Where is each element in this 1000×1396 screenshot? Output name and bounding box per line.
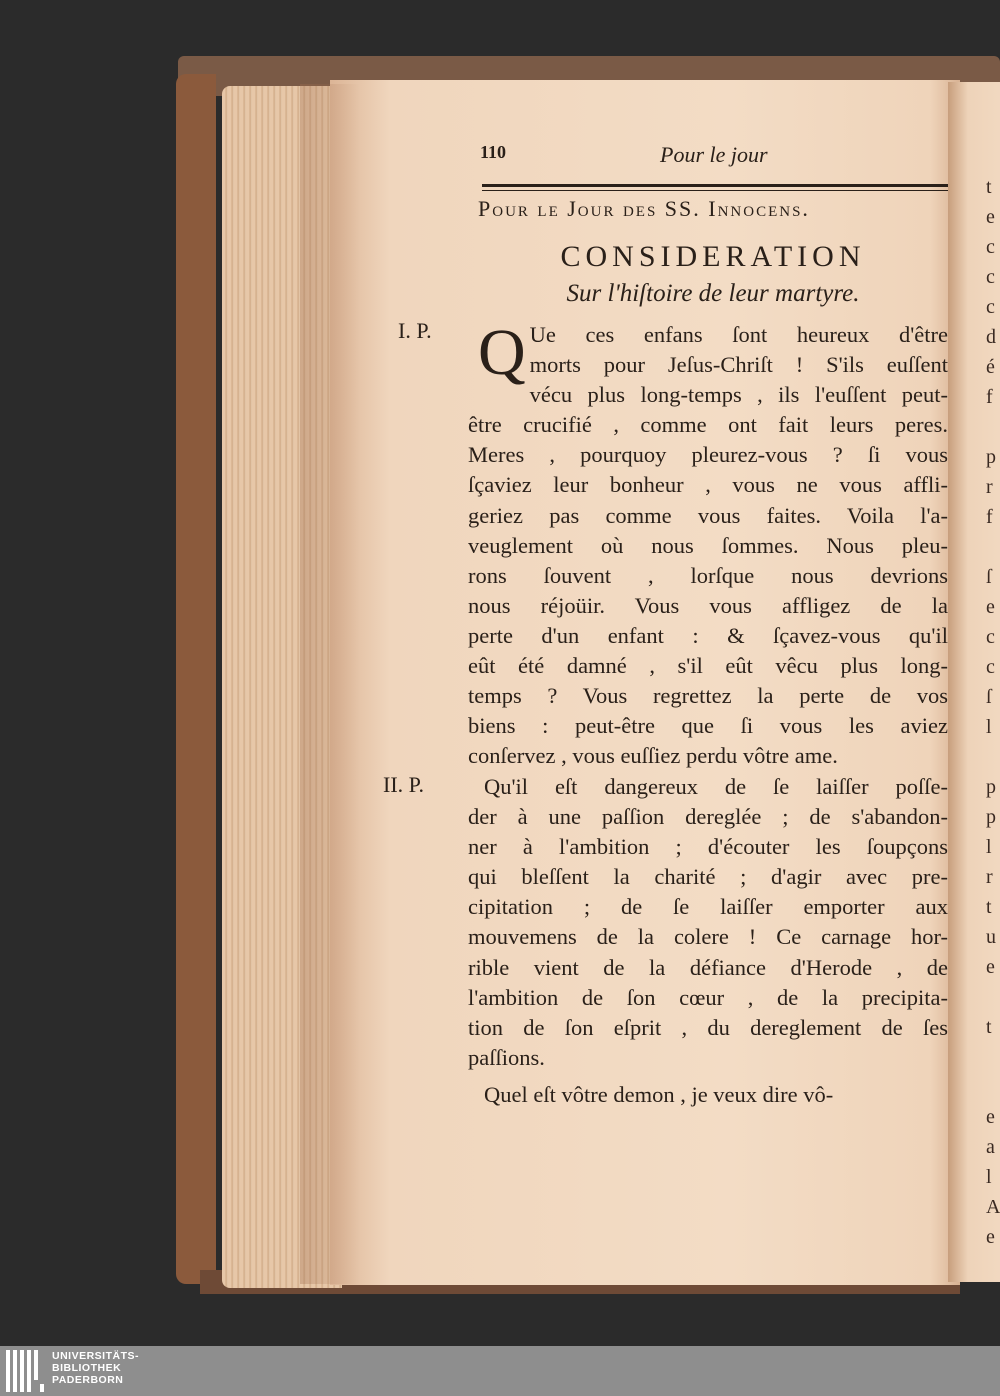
text-line: ner à l'ambition ; d'écouter les ſoupçons: [468, 834, 948, 860]
facing-page-letter: [986, 982, 1000, 1012]
closing-line: Quel eſt vôtre demon , je veux dire vô-: [484, 1082, 834, 1107]
text-line: conſervez , vous euſſiez perdu vôtre ame.: [468, 743, 838, 769]
library-name-line: UNIVERSITÄTS-: [52, 1350, 140, 1362]
facing-page-letters: [986, 172, 1000, 1252]
facing-page-letter: [986, 532, 1000, 562]
text-line: vécu plus long-temps , ils l'euſſent peut-: [529, 382, 948, 408]
facing-page-letter: [986, 412, 1000, 442]
facing-page-letter: e: [986, 1106, 995, 1128]
library-logo-icon: [6, 1350, 44, 1392]
text-line: biens : peut-être que ſi vous les aviez: [468, 713, 948, 739]
library-name-line: PADERBORN: [52, 1374, 124, 1386]
facing-page-letter: a: [986, 1136, 995, 1158]
text-line: mouvemens de la colere ! Ce carnage hor-: [468, 924, 948, 950]
book-cover-spine: [176, 74, 216, 1284]
text-line: rons ſouvent , lorſque nous devrions: [468, 562, 948, 588]
facing-page-letter: u: [986, 926, 996, 948]
text-line: veuglement où nous ſommes. Nous pleu-: [468, 532, 948, 558]
facing-page-letter: [986, 742, 1000, 772]
facing-page-letter: r: [986, 476, 993, 498]
point-2-text: [468, 772, 948, 1073]
text-line: eût été damné , s'il eût vêcu plus long-: [468, 653, 948, 679]
footer-bar: [0, 1346, 1000, 1396]
facing-page-letter: r: [986, 866, 993, 888]
running-title: Pour le jour: [660, 142, 768, 167]
text-line: nous réjoüir. Vous vous affligez de la: [468, 592, 948, 618]
facing-page-letter: t: [986, 896, 992, 918]
facing-page-letter: p: [986, 776, 996, 798]
facing-page-letter: p: [986, 806, 996, 828]
facing-page-letter: c: [986, 296, 995, 318]
section-title: Pour le Jour des SS. Innocens.: [478, 196, 810, 221]
facing-page-letter: ſ: [986, 686, 992, 708]
facing-page-letter: l: [986, 836, 992, 858]
facing-page-letter: t: [986, 176, 992, 198]
section-heading: CONSIDERATION: [560, 240, 866, 273]
text-line: rible vient de la défiance d'Herode , de: [468, 954, 948, 980]
facing-page-letter: [986, 1072, 1000, 1102]
facing-page-letter: c: [986, 266, 995, 288]
text-line: Meres , pourquoy pleurez-vous ? ſi vous: [468, 442, 948, 468]
point-marker-1: I. P.: [398, 318, 432, 343]
library-name: [52, 1350, 139, 1386]
closing-paragraph: [468, 1080, 948, 1110]
text-line: perte d'un enfant : & ſçavez-vous qu'il: [468, 622, 948, 648]
facing-page-letter: c: [986, 236, 995, 258]
text-line: morts pour Jeſus-Chriſt ! S'ils euſſent: [529, 352, 948, 378]
text-line: paſſions.: [468, 1044, 545, 1070]
text-line: être crucifié , comme ont fait leurs peres.: [468, 412, 948, 438]
text-line: cipitation ; de ſe laiſſer emporter aux: [468, 894, 948, 920]
text-line: Qu'il eſt dangereux de ſe laiſſer poſſe-: [484, 774, 948, 799]
facing-page-letter: d: [986, 326, 996, 348]
facing-page-letter: [986, 1042, 1000, 1072]
facing-page-letter: c: [986, 656, 995, 678]
header-rule: [482, 184, 948, 187]
gutter-shadow: [300, 84, 360, 1284]
point-1-text: [468, 316, 948, 771]
page-number: 110: [480, 142, 507, 162]
facing-page-letter: p: [986, 446, 996, 468]
text-line: temps ? Vous regrettez la perte de vos: [468, 683, 948, 709]
facing-page-letter: e: [986, 596, 995, 618]
facing-page-letter: c: [986, 626, 995, 648]
text-line: Ue ces enfans ſont heureux d'être: [529, 322, 948, 347]
facing-page-letter: é: [986, 356, 995, 378]
text-line: qui bleſſent la charité ; d'agir avec pre-: [468, 864, 948, 890]
facing-page-letter: l: [986, 1166, 992, 1188]
facing-page-letter: e: [986, 956, 995, 978]
section-subtitle: Sur l'hiſtoire de leur martyre.: [566, 280, 860, 307]
text-line: geriez pas comme vous faites. Voila l'a-: [468, 502, 948, 528]
text-line: tion de ſon eſprit , du dereglement de ſes: [468, 1014, 948, 1040]
text-line: ſçaviez leur bonheur , vous ne vous affli-: [468, 472, 948, 498]
facing-page-letter: t: [986, 1016, 992, 1038]
facing-page-letter: A: [986, 1196, 1000, 1218]
drop-cap: Q: [478, 316, 526, 389]
point-marker-2: II. P.: [383, 772, 424, 797]
facing-page-letter: f: [986, 386, 993, 408]
facing-page-letter: e: [986, 206, 995, 228]
facing-page-letter: e: [986, 1226, 995, 1248]
facing-page-letter: l: [986, 716, 992, 738]
text-line: der à une paſſion dereglée ; de s'abandon-: [468, 804, 948, 830]
facing-page-letter: f: [986, 506, 993, 528]
library-name-line: BIBLIOTHEK: [52, 1362, 122, 1374]
text-line: l'ambition de ſon cœur , de la precipita-: [468, 984, 948, 1010]
facing-page-letter: ſ: [986, 566, 992, 588]
